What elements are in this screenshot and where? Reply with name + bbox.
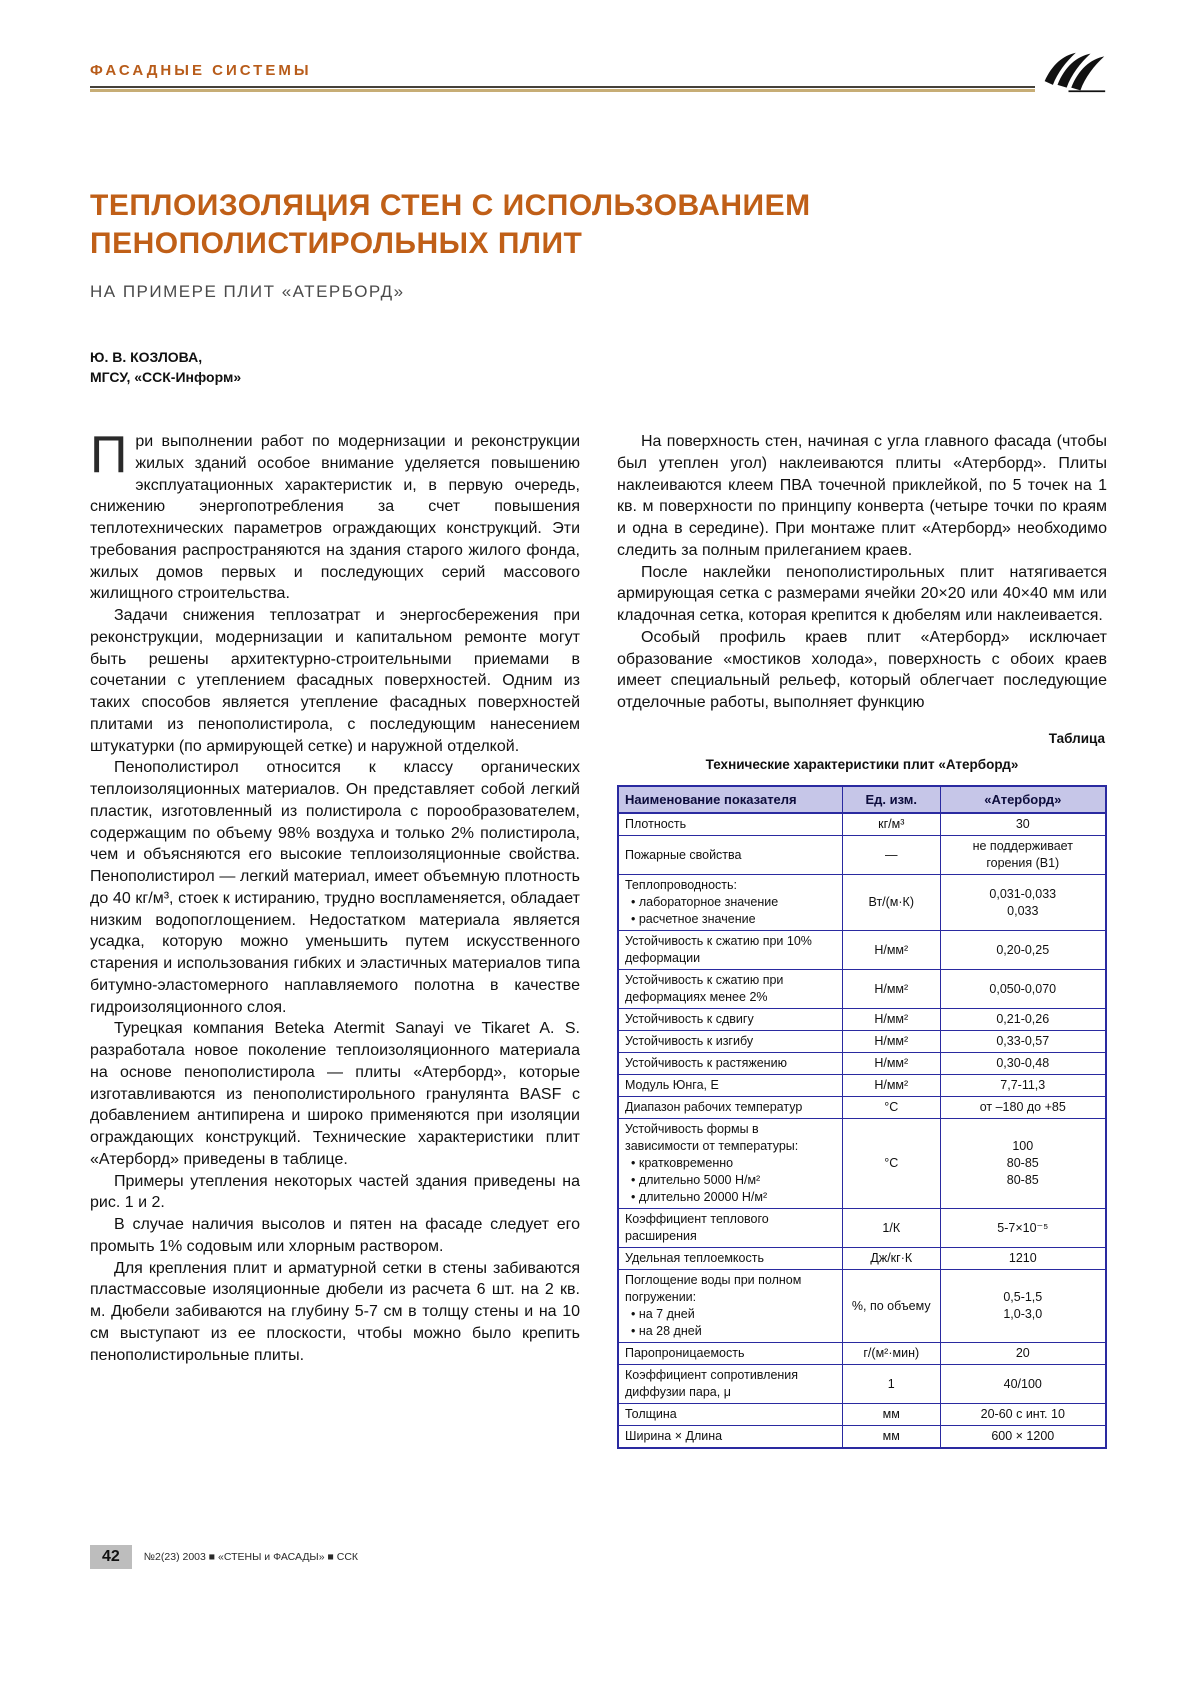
author-affiliation: МГСУ, «ССК-Информ»	[90, 368, 242, 385]
dropcap: П	[90, 426, 128, 485]
row-value-cell: 100 80-85 80-85	[940, 1119, 1106, 1209]
spec-table-body	[618, 813, 1106, 1448]
row-name-cell: Паропроницаемость	[618, 1343, 842, 1365]
row-value-cell: 0,21-0,26	[940, 1009, 1106, 1031]
row-value-cell: 5-7×10⁻⁵	[940, 1209, 1106, 1248]
row-name-cell: Толщина	[618, 1404, 842, 1426]
row-unit-cell: %, по объему	[842, 1270, 940, 1343]
header-rule-dark	[90, 86, 1107, 88]
paragraph	[90, 426, 580, 605]
row-unit-cell: мм	[842, 1426, 940, 1449]
row-unit-cell: кг/м³	[842, 813, 940, 836]
row-name-cell: Устойчивость к сжатию при деформациях менее 2%	[618, 970, 842, 1009]
page-footer	[90, 1545, 358, 1569]
row-unit-cell: Н/мм²	[842, 1009, 940, 1031]
article-title	[90, 187, 1107, 262]
table-row	[618, 1209, 1106, 1248]
table-row	[618, 1248, 1106, 1270]
row-name-cell: Устойчивость формы в зависимости от температуры: • кратковременно • длительно 5000 Н/м² • длительно 20000 Н/м²	[618, 1119, 842, 1209]
article-body	[90, 426, 1107, 1449]
publisher-logo-icon	[1035, 48, 1107, 96]
row-unit-cell: г/(м²·мин)	[842, 1343, 940, 1365]
spec-table	[617, 785, 1107, 1450]
table-row	[618, 1031, 1106, 1053]
row-unit-cell: Н/мм²	[842, 1053, 940, 1075]
row-unit-cell: 1/К	[842, 1209, 940, 1248]
header-rule-tan	[90, 89, 1107, 92]
paragraph: Примеры утепления некоторых частей здания приведены на рис. 1 и 2.	[90, 1172, 580, 1212]
row-value-cell: 0,050-0,070	[940, 970, 1106, 1009]
table-row	[618, 813, 1106, 836]
row-value-cell: 30	[940, 813, 1106, 836]
row-value-cell: 20-60 с инт. 10	[940, 1404, 1106, 1426]
row-unit-cell: Н/мм²	[842, 1031, 940, 1053]
row-unit-cell: мм	[842, 1404, 940, 1426]
table-row	[618, 1075, 1106, 1097]
page-number: 42	[90, 1545, 132, 1569]
author-name: Ю. В. КОЗЛОВА,	[90, 349, 203, 365]
table-row	[618, 836, 1106, 875]
author-block	[90, 348, 1107, 387]
row-value-cell: не поддерживает горения (В1)	[940, 836, 1106, 875]
row-name-cell: Модуль Юнга, Е	[618, 1075, 842, 1097]
col-header-name: Наименование показателя	[618, 786, 842, 814]
row-value-cell: 0,031-0,033 0,033	[940, 875, 1106, 931]
section-label: ФАСАДНЫЕ СИСТЕМЫ	[90, 62, 312, 79]
table-row	[618, 970, 1106, 1009]
table-row	[618, 1426, 1106, 1449]
row-value-cell: 0,33-0,57	[940, 1031, 1106, 1053]
table-row	[618, 1097, 1106, 1119]
page-header	[90, 62, 1107, 92]
paragraph: В случае наличия высолов и пятен на фасаде следует его промыть 1% содовым или хлорным раствором.	[90, 1216, 580, 1255]
table-row	[618, 1053, 1106, 1075]
row-name-cell: Теплопроводность: • лабораторное значение • расчетное значение	[618, 875, 842, 931]
table-row	[618, 931, 1106, 970]
row-value-cell: 7,7-11,3	[940, 1075, 1106, 1097]
row-value-cell: 0,20-0,25	[940, 931, 1106, 970]
table-header-row	[618, 786, 1106, 814]
table-row	[618, 1365, 1106, 1404]
paragraph: Задачи снижения теплозатрат и энергосбережения при реконструкции, модернизации и капитальном ремонте могут быть решены архитектурно-строительными приемами в сочетании с утеплением фасадных поверхностей. Одним из таких способов является утепление фасадных поверхностей плитами из пенополистирола, с последующим нанесением штукатурки (по армирующей сетке) и наружной отделкой.	[90, 607, 580, 755]
col-header-unit: Ед. изм.	[842, 786, 940, 814]
col-header-value: «Атерборд»	[940, 786, 1106, 814]
row-value-cell: 20	[940, 1343, 1106, 1365]
article-title-line2: ПЕНОПОЛИСТИРОЛЬНЫХ ПЛИТ	[90, 226, 583, 260]
issue-info: №2(23) 2003 ■ «СТЕНЫ и ФАСАДЫ» ■ ССК	[143, 1551, 359, 1563]
row-name-cell: Устойчивость к растяжению	[618, 1053, 842, 1075]
row-unit-cell: Вт/(м·К)	[842, 875, 940, 931]
row-value-cell: 1210	[940, 1248, 1106, 1270]
paragraph-text: ри выполнении работ по модернизации и реконструкции жилых зданий особое внимание уделяется повышению эксплуатационных характеристик и, в первую очередь, снижению энергопотребления за счет повышения теплотехнических параметров ограждающих конструкций. Эти требования распространяются на здания старого жилого фонда, жилых домов первых и последующих серий массового жилищного строительства.	[90, 433, 580, 603]
table-row	[618, 875, 1106, 931]
header-rule	[90, 86, 1107, 92]
row-value-cell: 40/100	[940, 1365, 1106, 1404]
row-unit-cell: —	[842, 836, 940, 875]
table-title: Технические характеристики плит «Атерборд»	[705, 757, 1019, 773]
row-name-cell: Устойчивость к изгибу	[618, 1031, 842, 1053]
article-subtitle: НА ПРИМЕРЕ ПЛИТ «АТЕРБОРД»	[90, 282, 405, 301]
article-title-line1: ТЕПЛОИЗОЛЯЦИЯ СТЕН С ИСПОЛЬЗОВАНИЕМ	[90, 189, 811, 222]
table-row	[618, 1009, 1106, 1031]
row-name-cell: Коэффициент сопротивления диффузии пара, μ	[618, 1365, 842, 1404]
left-column	[90, 426, 580, 1449]
row-value-cell: 0,5-1,5 1,0-3,0	[940, 1270, 1106, 1343]
row-name-cell: Пожарные свойства	[618, 836, 842, 875]
row-value-cell: 0,30-0,48	[940, 1053, 1106, 1075]
table-label: Таблица	[1048, 730, 1105, 746]
row-unit-cell: Н/мм²	[842, 931, 940, 970]
paragraph: Пенополистирол относится к классу органических теплоизоляционных материалов. Он представляет собой легкий пластик, изготовленный из полистирола с порообразователем, содержащим по объему 98% воздуха и только 2% полистирола, чем и объясняются его высокие теплоизоляционные свойства. Пенополистирол — легкий материал, имеет объемную плотность до 40 кг/м³, стоек к истиранию, трудно воспламеняется, обладает низким водопоглощением. Недостатком материала является усадка, которую можно уменьшить путем искусственного старения и использования гибких и эластичных материалов типа битумно-эластомерного наплавляемого полотна в качестве гидроизоляционного слоя.	[90, 759, 580, 1016]
row-unit-cell: Н/мм²	[842, 970, 940, 1009]
paragraph: На поверхность стен, начиная с угла главного фасада (чтобы был утеплен угол) наклеиваются плиты «Атерборд». Плиты наклеиваются клеем ПВА точечной приклейкой, по 5 точек на 1 кв. м поверхности по принципу конверта (четыре точки по краям и одна в середине). При монтаже плит «Атерборд» необходимо следить за полным прилеганием краев.	[617, 433, 1107, 559]
row-name-cell: Поглощение воды при полном погружении: • на 7 дней • на 28 дней	[618, 1270, 842, 1343]
row-name-cell: Удельная теплоемкость	[618, 1248, 842, 1270]
row-name-cell: Устойчивость к сжатию при 10% деформации	[618, 931, 842, 970]
table-row	[618, 1119, 1106, 1209]
row-name-cell: Коэффициент теплового расширения	[618, 1209, 842, 1248]
paragraph: Для крепления плит и арматурной сетки в стены забиваются пластмассовые изоляционные дюбели из расчета 6 шт. на 2 кв. м. Дюбели забиваются на глубину 5-7 см в толщу стены и на 10 см выступают из ее плоскости, чтобы можно было крепить пенополистирольные плиты.	[90, 1259, 580, 1364]
right-column	[617, 431, 1107, 1449]
table-row	[618, 1343, 1106, 1365]
paragraph: Турецкая компания Beteka Atermit Sanayi ve Tikaret A. S. разработала новое поколение теплоизоляционного материала на основе пенополистирола — плиты «Атерборд», которые изготавливаются из пенополистирольного гранулянта BASF с добавлением антипирена и широко применяются при изоляции ограждающих конструкций. Технические характеристики плит «Атерборд» приведены в таблице.	[90, 1020, 580, 1168]
table-row	[618, 1270, 1106, 1343]
row-unit-cell: °С	[842, 1097, 940, 1119]
row-value-cell: от –180 до +85	[940, 1097, 1106, 1119]
row-name-cell: Устойчивость к сдвигу	[618, 1009, 842, 1031]
row-unit-cell: Н/мм²	[842, 1075, 940, 1097]
table-row	[618, 1404, 1106, 1426]
row-unit-cell: Дж/кг·К	[842, 1248, 940, 1270]
row-name-cell: Ширина × Длина	[618, 1426, 842, 1449]
row-unit-cell: °С	[842, 1119, 940, 1209]
row-name-cell: Диапазон рабочих температур	[618, 1097, 842, 1119]
row-name-cell: Плотность	[618, 813, 842, 836]
row-unit-cell: 1	[842, 1365, 940, 1404]
row-value-cell: 600 × 1200	[940, 1426, 1106, 1449]
paragraph: После наклейки пенополистирольных плит натягивается армирующая сетка с размерами ячейки 20×20 или 40×40 мм или кладочная сетка, которая крепится к дюбелям или наклеивается.	[617, 563, 1107, 625]
paragraph: Особый профиль краев плит «Атерборд» исключает образование «мостиков холода», поверхность с обоих краев имеет специальный рельеф, который облегчает последующие отделочные работы, выполняет функцию	[617, 628, 1107, 712]
